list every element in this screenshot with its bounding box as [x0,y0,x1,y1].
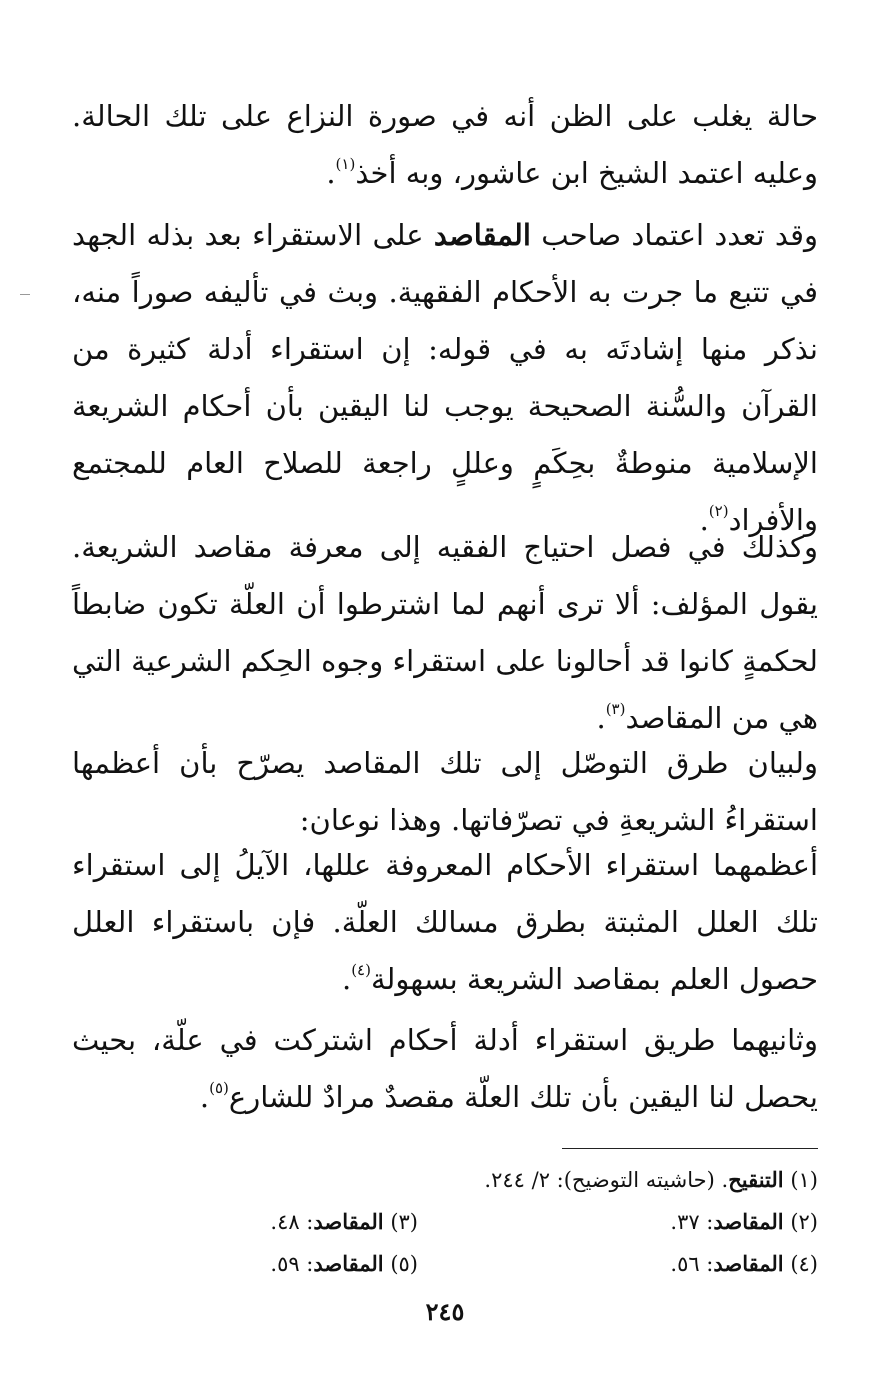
footnote-number: (٢) [783,1210,818,1234]
footnote-ref: (١) [335,155,356,173]
paragraph-3 [72,519,818,747]
footnote-number: (٣) [383,1210,418,1234]
text-run: وقد تعدد اعتماد صاحب [530,218,818,252]
margin-mark [20,294,30,295]
footnote-detail: . (حاشيته التوضيح): ٢/ ٢٤٤. [484,1168,729,1192]
text-run: . [596,701,606,735]
footnote-source: المقاصد [313,1209,384,1234]
footnote-row-3 [72,1244,818,1284]
text-run: حالة يغلب على الظن أنه في صورة النزاع على تلك الحالة. وعليه اعتمد الشيخ ابن عاشور، وبه أخذ [72,99,818,190]
footnote-source: المقاصد [713,1251,784,1276]
footnote-3 [270,1202,418,1242]
footnote-source: التنقيح [728,1167,784,1192]
text-run: . [326,156,336,190]
paragraph-1 [72,88,818,202]
paragraph-4 [72,735,818,849]
footnote-row-1 [72,1160,818,1200]
paragraph-5 [72,837,818,1008]
footnote-ref: (٣) [605,700,626,718]
footnote-ref: (٢) [708,502,729,520]
footnote-ref: (٥) [209,1079,229,1097]
footnote-detail: : ٥٩. [270,1252,314,1276]
footnote-number: (٥) [383,1252,418,1276]
text-run: . [699,503,709,537]
footnote-ref: (٤) [351,961,371,979]
footnote-1 [484,1160,818,1200]
footnote-detail: : ٤٨. [270,1210,314,1234]
text-run: على الاستقراء بعد بذله الجهد في تتبع ما جرت به الأحكام الفقهية. وبث في تأليفه صوراً منه، نذكر منها إشادتَه به في قوله: إن استقراء أدلة كثيرة من القرآن والسُّنة الصحيحة يوجب لنا اليقين بأن أحكام الشريعة الإسلامية منوطةٌ بحِكَمٍ وعللٍ راجعة للصلاح العام للمجتمع والأفراد [72,218,818,537]
footnote-separator [562,1148,818,1149]
footnote-number: (٤) [783,1252,818,1276]
paragraph-2 [72,207,818,549]
page-number: ٢٤٥ [425,1297,465,1326]
footnote-source: المقاصد [713,1209,784,1234]
footnote-4 [670,1244,818,1284]
text-run: . [199,1080,210,1114]
paragraph-6 [72,1012,818,1126]
text-run: وكذلك في فصل احتياج الفقيه إلى معرفة مقاصد الشريعة. يقول المؤلف: ألا ترى أنهم لما اشترطوا أن العلّة تكون ضابطاً لحكمةٍ كانوا قد أحالونا على استقراء وجوه الحِكم الشرعية التي هي من المقاصد [72,530,818,735]
text-run: أعظمهما استقراء الأحكام المعروفة عللها، الآيلُ إلى استقراء تلك العلل المثبتة بطرق مسالك العلّة. فإن باستقراء العلل حصول العلم بمقاصد الشريعة بسهولة [72,848,818,996]
footnote-5 [270,1244,418,1284]
book-page [72,0,818,1383]
footnote-number: (١) [783,1168,818,1192]
source-title: المقاصد [433,218,531,252]
footnote-detail: : ٥٦. [670,1252,714,1276]
footnote-2 [670,1202,818,1242]
footnote-source: المقاصد [313,1251,384,1276]
footnote-detail: : ٣٧. [670,1210,714,1234]
text-run: وثانيهما طريق استقراء أدلة أحكام اشتركت في علّة، بحيث يحصل لنا اليقين بأن تلك العلّة مقصدٌ مرادٌ للشارع [72,1023,818,1114]
footnote-row-2 [72,1202,818,1242]
text-run: ولبيان طرق التوصّل إلى تلك المقاصد يصرّح بأن أعظمها استقراءُ الشريعةِ في تصرّفاتها. وهذا نوعان: [72,746,818,837]
text-run: . [341,962,352,996]
